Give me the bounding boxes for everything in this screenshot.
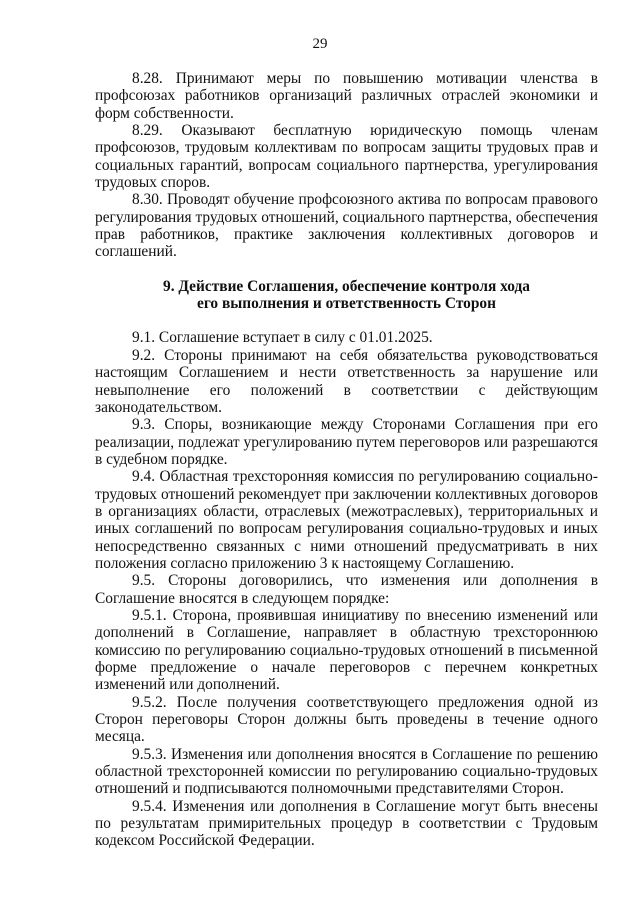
- document-body: [95, 70, 598, 850]
- section-9-heading-line2: его выполнения и ответственность Сторон: [197, 295, 496, 313]
- paragraph-9-1: 9.1. Соглашение вступает в силу с 01.01.2025.: [132, 329, 433, 347]
- paragraph-9-3: 9.3. Споры, возникающие между Сторонами Соглашения при его реализации, подлежат урегулированию путем переговоров или разрешаются в судебном порядке.: [95, 416, 598, 468]
- paragraph-8-29: 8.29. Оказывают бесплатную юридическую помощь членам профсоюзов, трудовым коллективам по вопросам защиты трудовых прав и социальных гарантий, вопросам социального партнерства, урегулирования трудовых споров.: [95, 122, 598, 192]
- paragraph-8-30: 8.30. Проводят обучение профсоюзного актива по вопросам правового регулирования трудовых отношений, социального партнерства, обеспечения прав работников, практике заключения коллективных договоров и соглашений.: [95, 191, 598, 261]
- paragraph-9-5-4: 9.5.4. Изменения или дополнения в Соглашение могут быть внесены по результатам примирительных процедур в соответствии с Трудовым кодексом Российской Федерации.: [95, 797, 598, 850]
- paragraph-9-5-1: 9.5.1. Сторона, проявившая инициативу по внесению изменений или дополнений в Соглашение, направляет в областную трехстороннюю комиссию по регулированию социально-трудовых отношений в письменной форме предложение о начале переговоров с перечнем конкретных изменений или дополнений.: [95, 606, 598, 694]
- section-9-heading: [95, 278, 598, 313]
- paragraph-9-5-3: 9.5.3. Изменения или дополнения вносятся в Соглашение по решению областной трехсторонней комиссии по регулированию социально-трудовых отношений и подписываются полномочными представителями Сторон.: [95, 745, 598, 798]
- section-9-heading-line1: 9. Действие Соглашения, обеспечение контроля хода: [163, 277, 530, 295]
- paragraph-9-5: 9.5. Стороны договорились, что изменения или дополнения в Соглашение вносятся в следующем порядке:: [95, 572, 598, 607]
- paragraph-9-4: 9.4. Областная трехсторонняя комиссия по регулированию социально-трудовых отношений рекомендует при заключении коллективных договоров в организациях области, отраслевых (межотраслевых), территориальных и иных соглашений по вопросам регулирования социально-трудовых и иных непосредственно связанных с ними отношений предусматривать в них положения согласно приложению 3 к настоящему Соглашению.: [95, 468, 598, 572]
- paragraph-8-28: 8.28. Принимают меры по повышению мотивации членства в профсоюзах работников организаций различных отраслей экономики и форм собственности.: [95, 70, 598, 122]
- paragraph-9-5-2: 9.5.2. После получения соответствующего предложения одной из Сторон переговоры Сторон должны быть проведены в течение одного месяца.: [95, 693, 598, 746]
- paragraph-9-2: 9.2. Стороны принимают на себя обязательства руководствоваться настоящим Соглашением и нести ответственность за нарушение или невыполнение его положений в соответствии с действующим законодательством.: [95, 346, 598, 416]
- page-number: 29: [312, 36, 328, 52]
